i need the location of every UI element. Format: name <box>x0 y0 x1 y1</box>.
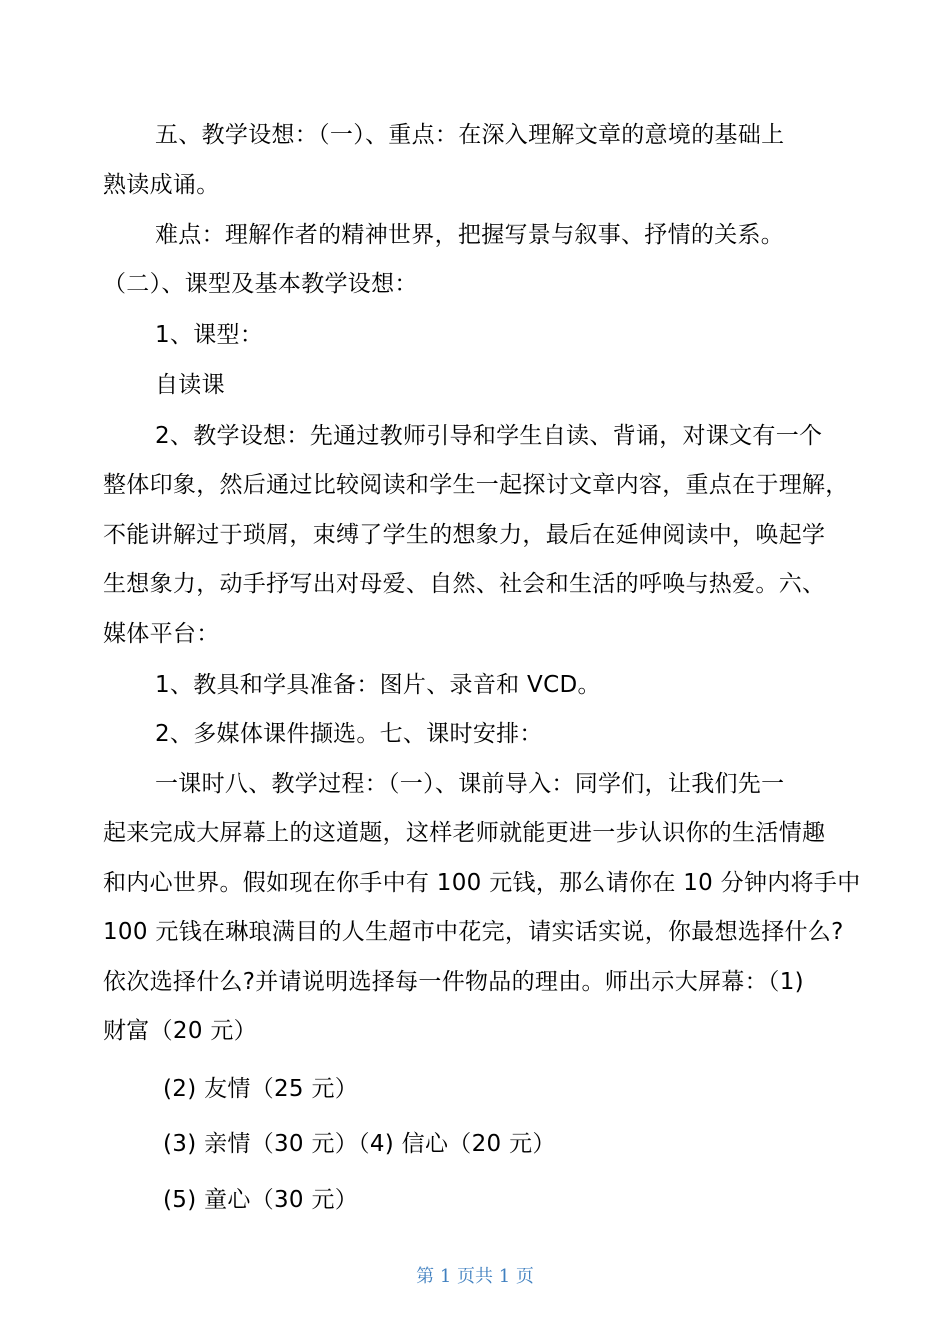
paragraph-line: 媒体平台： <box>103 621 220 647</box>
paragraph-line: 生想象力，动手抒写出对母爱、自然、社会和生活的呼唤与热爱。六、 <box>103 571 826 597</box>
page-footer: 第 1 页共 1 页 <box>416 1266 534 1287</box>
paragraph-line: 不能讲解过于琐屑，束缚了学生的想象力，最后在延伸阅读中，唤起学 <box>103 522 826 548</box>
list-item: (2) 友情（25 元） <box>163 1076 359 1102</box>
section-heading: （二）、课型及基本教学设想： <box>103 271 418 297</box>
paragraph-line: 起来完成大屏幕上的这道题，这样老师就能更进一步认识你的生活情趣 <box>103 820 826 846</box>
list-item: (3) 亲情（30 元）（4) 信心（20 元） <box>163 1131 556 1157</box>
paragraph-line: 五、教学设想：（一）、重点：在深入理解文章的意境的基础上 <box>155 122 785 148</box>
paragraph-line: 依次选择什么?并请说明选择每一件物品的理由。师出示大屏幕：（1) <box>103 969 804 995</box>
paragraph-line: 2、教学设想：先通过教师引导和学生自读、背诵，对课文有一个 <box>155 423 823 449</box>
paragraph-line: 和内心世界。假如现在你手中有 100 元钱，那么请你在 10 分钟内将手中 <box>103 870 861 896</box>
paragraph-line: 100 元钱在琳琅满目的人生超市中花完，请实话实说，你最想选择什么? <box>103 919 844 945</box>
paragraph-line: 2、多媒体课件撷选。七、课时安排： <box>155 721 543 747</box>
paragraph-line: 难点：理解作者的精神世界，把握写景与叙事、抒情的关系。 <box>155 222 785 248</box>
paragraph-line: 1、教具和学具准备：图片、录音和 VCD。 <box>155 672 601 698</box>
paragraph-line: 整体印象，然后通过比较阅读和学生一起探讨文章内容，重点在于理解， <box>103 472 849 498</box>
paragraph-line: 一课时八、教学过程：（一）、课前导入：同学们，让我们先一 <box>155 771 785 797</box>
paragraph-line: 熟读成诵。 <box>103 172 220 198</box>
paragraph-line: 财富（20 元） <box>103 1018 257 1044</box>
paragraph-line: 自读课 <box>155 372 225 398</box>
paragraph-line: 1、课型： <box>155 322 264 348</box>
list-item: (5) 童心（30 元） <box>163 1187 359 1213</box>
